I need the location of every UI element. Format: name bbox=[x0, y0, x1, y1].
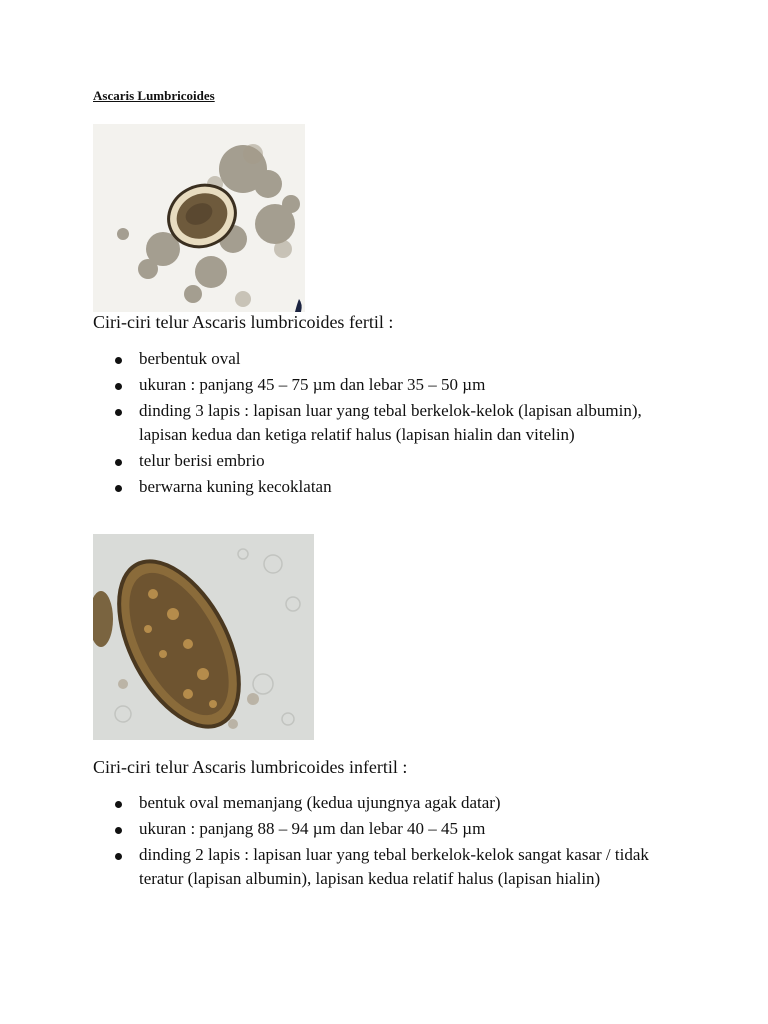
infertile-caption: Ciri-ciri telur Ascaris lumbricoides infertil : bbox=[93, 757, 408, 777]
bullet-icon bbox=[115, 357, 122, 364]
list-item bbox=[93, 817, 683, 841]
list-item-text: telur berisi embrio bbox=[139, 451, 265, 470]
list-item-text: dinding 3 lapis : lapisan luar yang tebal berkelok-kelok (lapisan albumin), lapisan kedua dan ketiga relatif halus (lapisan hialin dan vitelin) bbox=[139, 401, 642, 444]
fertile-feature-list bbox=[93, 347, 683, 501]
list-item-text: ukuran : panjang 88 – 94 µm dan lebar 40 – 45 µm bbox=[139, 819, 486, 838]
fertile-egg-micrograph bbox=[93, 124, 305, 312]
list-item-text: ukuran : panjang 45 – 75 µm dan lebar 35 – 50 µm bbox=[139, 375, 486, 394]
bullet-icon bbox=[115, 827, 122, 834]
list-item bbox=[93, 475, 683, 499]
bullet-icon bbox=[115, 409, 122, 416]
list-item-text: dinding 2 lapis : lapisan luar yang tebal berkelok-kelok sangat kasar / tidak teratur (lapisan albumin), lapisan kedua relatif halus (lapisan hialin) bbox=[139, 845, 649, 888]
list-item-text: bentuk oval memanjang (kedua ujungnya agak datar) bbox=[139, 793, 501, 812]
page-title: Ascaris Lumbricoides bbox=[93, 88, 215, 103]
bullet-icon bbox=[115, 485, 122, 492]
bullet-icon bbox=[115, 801, 122, 808]
list-item bbox=[93, 347, 683, 371]
infertile-feature-list bbox=[93, 791, 683, 893]
list-item bbox=[93, 399, 683, 447]
list-item bbox=[93, 843, 683, 891]
list-item-text: berwarna kuning kecoklatan bbox=[139, 477, 332, 496]
bullet-icon bbox=[115, 853, 122, 860]
list-item-text: berbentuk oval bbox=[139, 349, 241, 368]
fertile-caption: Ciri-ciri telur Ascaris lumbricoides fertil : bbox=[93, 312, 394, 332]
bullet-icon bbox=[115, 459, 122, 466]
bullet-icon bbox=[115, 383, 122, 390]
list-item bbox=[93, 791, 683, 815]
list-item bbox=[93, 449, 683, 473]
list-item bbox=[93, 373, 683, 397]
infertile-egg-micrograph bbox=[93, 534, 314, 740]
